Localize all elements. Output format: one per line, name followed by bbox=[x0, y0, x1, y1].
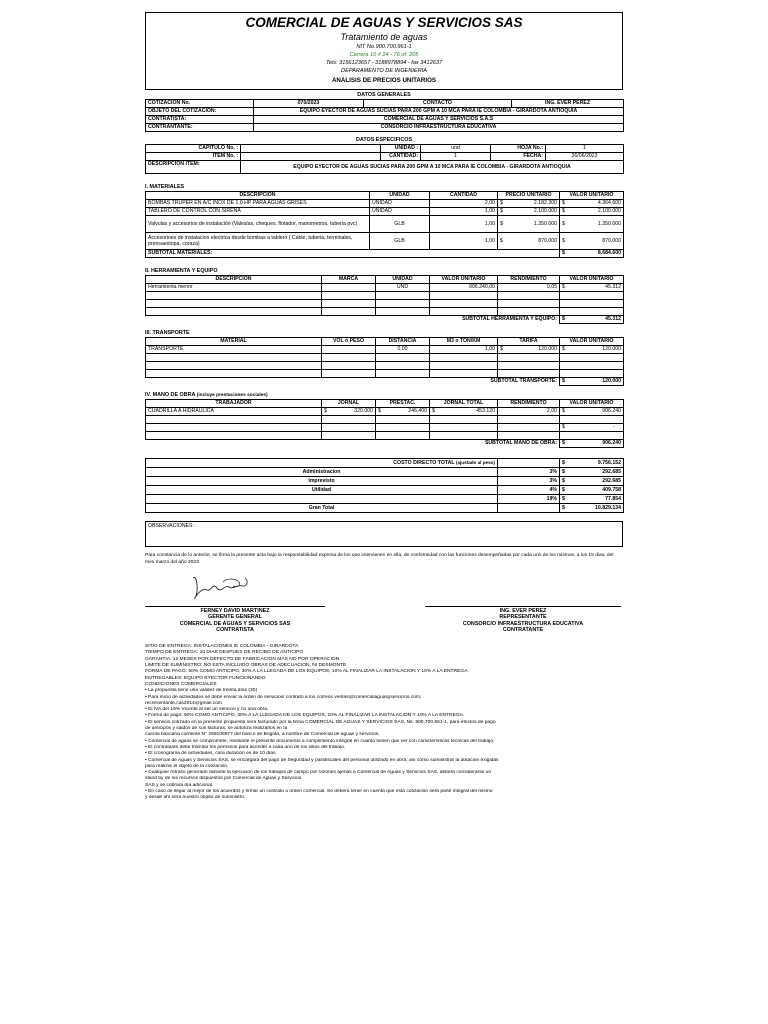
document-title: ANALISIS DE PRECIOS UNITARIOS bbox=[331, 77, 437, 84]
signatures bbox=[145, 570, 623, 640]
profit-label: Utilidad bbox=[146, 486, 498, 495]
materials-col-price: PRECIO UNITARIO bbox=[498, 192, 560, 200]
currency-sign: $ bbox=[500, 346, 503, 352]
materials-col-unit: UNIDAD bbox=[370, 192, 430, 200]
chapter-value bbox=[241, 145, 381, 153]
condition-line: • El cronograma de actividades, cura duración es de 10 días. bbox=[145, 751, 277, 757]
tools-col-value: VALOR UNITARIO bbox=[560, 276, 624, 284]
materials-col-qty: CANTIDAD bbox=[430, 192, 498, 200]
transport-vol bbox=[322, 346, 376, 354]
condition-line: para realizar el objeto de la cotización. bbox=[145, 763, 229, 769]
item-desc-value: EQUIPO EYECTOR DE AGUAS SUCIAS PARA 200 GPM A 10 MCA PARA IE COLOMBIA - GIRARDOTA ANTIOQUIA bbox=[241, 161, 624, 174]
currency-sign: $ bbox=[500, 200, 503, 206]
currency-sign: $ bbox=[562, 408, 565, 414]
general-data-table bbox=[145, 99, 624, 132]
transport-value bbox=[560, 346, 624, 354]
condition-line: stand by de los recursos dispuestos por Comercial de Aguas y Servicios bbox=[145, 776, 302, 782]
currency-sign: $ bbox=[562, 200, 565, 206]
labor-col-total: JORNAL TOTAL bbox=[430, 400, 498, 408]
vat-pct: 19% bbox=[498, 495, 560, 504]
tools-subtotal bbox=[560, 316, 624, 324]
currency-sign: $ bbox=[562, 424, 565, 430]
date-label: FECHA: bbox=[491, 153, 546, 161]
table-row bbox=[146, 432, 624, 440]
direct-cost-value: 9.756.152 bbox=[597, 459, 621, 466]
labor-title bbox=[145, 392, 623, 399]
material-unit: UNIDAD bbox=[370, 208, 430, 216]
material-qty: 2,00 bbox=[430, 200, 498, 208]
material-price bbox=[498, 216, 560, 233]
table-row bbox=[146, 416, 624, 424]
company-phones: Tels: 3156123657 - 3188978894 - fax 3412637 bbox=[325, 60, 443, 66]
currency-sign: $ bbox=[562, 477, 565, 484]
contractor-label: CONTRATISTA: bbox=[146, 116, 254, 124]
labor-total bbox=[430, 408, 498, 416]
table-row bbox=[146, 300, 624, 308]
currency-sign: $ bbox=[562, 284, 565, 290]
material-desc: TABLERO DE CONTROL CON SIRENA bbox=[146, 208, 370, 216]
grand-total bbox=[560, 504, 624, 513]
vat-value bbox=[560, 495, 624, 504]
tools-col-unit: UNIDAD bbox=[376, 276, 430, 284]
signature-scribble-icon bbox=[187, 572, 257, 604]
client-sign-role: REPRESENTANTE bbox=[499, 614, 547, 621]
tools-col-brand: MARCA bbox=[322, 276, 376, 284]
currency-sign: $ bbox=[500, 220, 503, 227]
statement-text: Para constancia de lo anterior, se firma la presente acta bajo la responsabilidad expresa de los que intervienen en ella, de conformidad con las funciones desempeñadas por cada uno de los mismos, a los 15 dias, del mes marzo del año 2023 bbox=[145, 553, 614, 565]
tools-subtotal-value: 45.312 bbox=[605, 316, 621, 322]
transport-table bbox=[145, 337, 624, 386]
contractor-value: COMERCIAL DE AGUAS Y SERVICIOS S.A.S bbox=[254, 116, 624, 124]
condition-line: SITIO DE ENTREGA: INSTALACIONES IE COLOMBIA - GIRARDOTA bbox=[145, 644, 299, 650]
quantity-label: CANTIDAD: bbox=[381, 153, 421, 161]
profit-pct: 4% bbox=[498, 486, 560, 495]
condition-line: TIEMPO DE ENTREGA: 10 DIAS DESPUES DE RECIBO DE ANTICIPO bbox=[145, 650, 304, 656]
table-row bbox=[146, 362, 624, 370]
currency-sign: $ bbox=[500, 237, 503, 244]
table-row bbox=[146, 200, 624, 208]
tools-col-desc: DESCRIPCION bbox=[146, 276, 322, 284]
labor-extra-amount: - bbox=[613, 424, 615, 430]
admin-amount: 292.685 bbox=[602, 468, 621, 475]
currency-sign: $ bbox=[562, 459, 565, 466]
currency-sign: $ bbox=[562, 495, 565, 502]
currency-sign: $ bbox=[562, 237, 565, 244]
client-label: CONTRANTANTE: bbox=[146, 124, 254, 132]
materials-col-value: VALOR UNITARIO bbox=[560, 192, 624, 200]
client-signature bbox=[425, 606, 621, 633]
company-address: Carrera 10 # 24 - 76 of. 205 bbox=[349, 52, 419, 58]
material-value-amount: 870.000 bbox=[602, 237, 621, 244]
labor-title-text: IV. MANO DE OBRA bbox=[145, 392, 196, 398]
observations-label: OBSERVACIONES : bbox=[148, 523, 196, 529]
materials-subtotal-label: SUBTOTAL MATERIALES: bbox=[146, 250, 560, 258]
document-header bbox=[145, 12, 623, 90]
tool-price: 906.240,00 bbox=[430, 284, 498, 292]
company-name: COMERCIAL DE AGUAS Y SERVICIOS SAS bbox=[245, 15, 523, 30]
admin-pct: 3% bbox=[498, 468, 560, 477]
tool-yield: 0,05 bbox=[498, 284, 560, 292]
direct-cost-note: (ajustado al peso) bbox=[455, 460, 495, 465]
admin-label: Administracion bbox=[146, 468, 498, 477]
transport-col-vol: VOL ó PESO bbox=[322, 338, 376, 346]
specific-data-table bbox=[145, 144, 624, 174]
condition-line: • Comercial de aguas se compromete, mediante el presente documento a cumplimiento integral en cuanto tienen que ver con características técnicas del trabajo. bbox=[145, 738, 495, 744]
labor-subtotal-label: SUBTOTAL MANO DE OBRA: bbox=[146, 440, 560, 448]
company-nit: NIT No.900.700.961-1 bbox=[356, 44, 412, 50]
grand-total-value: 10.829.134 bbox=[595, 504, 621, 511]
table-row bbox=[146, 216, 624, 233]
conditions-list bbox=[145, 644, 623, 801]
condition-line: • Forma de pago: 50% COMO ANTICIPO, 30% A LA LLEGADA DE LOS EQUIPOS, 10% AL FINALIZAR LA INSTALACION Y 10% A LA ENTREGA. bbox=[145, 713, 465, 719]
tools-title: II. HERRAMIENTA Y EQUIPO bbox=[145, 268, 218, 274]
labor-subtotal-value: 906.240 bbox=[602, 440, 621, 446]
materials-subtotal bbox=[560, 250, 624, 258]
condition-line: • El contratante debe tramitar los permisos para acceder a cada uno de los sitios del trabajo. bbox=[145, 744, 346, 750]
tools-table bbox=[145, 275, 624, 324]
direct-cost-label bbox=[146, 459, 498, 468]
date-value: 26/06/2023 bbox=[546, 153, 624, 161]
tools-col-yield: RENDIMIENTO bbox=[498, 276, 560, 284]
labor-col-wage: JORNAL bbox=[322, 400, 376, 408]
material-unit: UNIDAD bbox=[370, 200, 430, 208]
material-price-value: 2.100.000 bbox=[533, 208, 557, 214]
quantity-value: 1 bbox=[421, 153, 491, 161]
currency-sign: $ bbox=[562, 316, 565, 322]
object-label: OBJETO DEL COTIZACION: bbox=[146, 108, 254, 116]
currency-sign: $ bbox=[562, 468, 565, 475]
material-desc: BOMBAS TRUPER EN A/C INOX DE 1.0 HP PARA AGUAS GRISES bbox=[146, 200, 370, 208]
transport-col-m3: M3 o TON/KM bbox=[430, 338, 498, 346]
labor-wage-value: 320.000 bbox=[354, 408, 373, 414]
table-row bbox=[146, 346, 624, 354]
currency-sign: $ bbox=[324, 408, 327, 414]
condition-line: y desde ahí será nuestro objeto de suministro. bbox=[145, 795, 246, 801]
material-price-value: 1.350.000 bbox=[533, 220, 557, 227]
unforeseen-pct: 3% bbox=[498, 477, 560, 486]
currency-sign: $ bbox=[562, 208, 565, 214]
object-value: EQUIPO EYECTOR DE AGUAS SUCIAS PARA 200 GPM A 10 MCA PARA IE COLOMBIA - GIRARDOTA ANTIOQUIA bbox=[254, 108, 624, 116]
condition-line: • Comercial de Aguas y Servicios SAS, se encargara del pago de Seguridad y parafiscales del personal utilizado en obra, así como suministrar la dotación exigidas bbox=[145, 757, 499, 763]
transport-subtotal-label: SUBTOTAL TRANSPORTE: bbox=[146, 378, 560, 386]
material-value-amount: 2.100.000 bbox=[597, 208, 621, 214]
condition-line: LIMITE DE SUMINISTRO: NO ESTA INCLUIDO OBRAS DE ADECUACION, NI DESMONTE bbox=[145, 663, 347, 669]
labor-benefits bbox=[376, 408, 430, 416]
material-qty: 1,00 bbox=[430, 216, 498, 233]
currency-sign: $ bbox=[562, 378, 565, 384]
transport-material: TRANSPORTE bbox=[146, 346, 322, 354]
condition-line: recresentante.cas2014@gmail.com bbox=[145, 700, 223, 706]
table-row bbox=[146, 308, 624, 316]
transport-col-material: MATERIAL bbox=[146, 338, 322, 346]
contractor-sign-name: FERNEY DAVID MARTINEZ bbox=[200, 608, 270, 615]
profit-value bbox=[560, 486, 624, 495]
contractor-sign-role: GERENTE GENERAL bbox=[208, 614, 262, 621]
unit-label: UNIDAD : bbox=[381, 145, 421, 153]
material-desc: Valvulas y accesorios de instalación (Valvulas, cheques, flotador, manometros, tuberia pvc) bbox=[146, 216, 370, 233]
table-row bbox=[146, 292, 624, 300]
transport-title: III. TRANSPORTE bbox=[145, 330, 190, 336]
table-row bbox=[146, 370, 624, 378]
materials-subtotal-value: 8.684.600 bbox=[597, 250, 621, 256]
chapter-label: CAPITULO No. : bbox=[146, 145, 241, 153]
vat-label bbox=[146, 495, 498, 504]
condition-line: • El servicio cotizado en la presente propuesta será facturado por la firma COMERCIAL DE AGUAS Y SERVICIOS SAS, Nit. 900.700.961-1, para efectos de pago bbox=[145, 719, 496, 725]
labor-yield: 2,00 bbox=[498, 408, 560, 416]
currency-sign: $ bbox=[562, 486, 565, 493]
condition-line: • En caso de llegar al mejor de los acuerdos y firmar un contrato u orden comercial. Se deberá tener en cuenta que esta cotización será parte integral del mismo bbox=[145, 789, 493, 795]
labor-extra-value bbox=[560, 424, 624, 432]
condition-line: de anticipos y saldos de sus facturas, se autoriza realizarlos en la bbox=[145, 726, 288, 732]
department: DEPARAMENTO DE INGENIERIA bbox=[341, 68, 427, 74]
material-value bbox=[560, 233, 624, 250]
sheet-label: HOJA No.: bbox=[491, 145, 546, 153]
material-price-value: 2.182.300 bbox=[533, 200, 557, 206]
direct-cost bbox=[560, 459, 624, 468]
labor-subtotal bbox=[560, 440, 624, 448]
currency-sign: $ bbox=[562, 220, 565, 227]
material-price-value: 870.000 bbox=[538, 237, 557, 244]
observations-box bbox=[145, 521, 623, 547]
transport-subtotal bbox=[560, 378, 624, 386]
material-unit: GLB bbox=[370, 233, 430, 250]
transport-m3: 1,00 bbox=[430, 346, 498, 354]
transport-distance: 0,00 bbox=[376, 346, 430, 354]
material-desc: Accesorioes de instalacion electrica desde bombas a tablero ( Cable, tuberia, terminales, prensaestopa, coraza) bbox=[146, 233, 370, 250]
currency-sign: $ bbox=[562, 346, 565, 352]
quote-number: 070/2023 bbox=[254, 100, 364, 108]
direct-cost-label-text: COSTO DIRECTO TOTAL bbox=[393, 460, 455, 466]
vat-amount: 77.854 bbox=[605, 495, 621, 502]
quote-sheet bbox=[145, 12, 623, 802]
tool-unit: UND bbox=[376, 284, 430, 292]
profit-amount: 409.758 bbox=[602, 486, 621, 493]
contact-label: CONTACTO bbox=[364, 100, 512, 108]
condition-line: SAS y se cobrara día adicional. bbox=[145, 782, 214, 788]
tool-value-amount: 45.312 bbox=[605, 284, 621, 290]
labor-value-amount: 906.240 bbox=[602, 408, 621, 414]
material-value bbox=[560, 200, 624, 208]
labor-col-worker: TRABAJADOR bbox=[146, 400, 322, 408]
client-sign-name: ING. EVER PEREZ bbox=[499, 608, 547, 615]
unforeseen-label: Imprevisto bbox=[146, 477, 498, 486]
condition-line: • Cualquier retraso generado durante la ejecución de los trabajos de campo por razones ajenas a Comercial de Aguas y Servicios SAS, deberá considerarse un bbox=[145, 770, 492, 776]
condition-line: CONDICIONES COMERCIALES bbox=[145, 681, 217, 687]
material-qty: 1,00 bbox=[430, 208, 498, 216]
material-price bbox=[498, 233, 560, 250]
transport-col-rate: TARIFA bbox=[498, 338, 560, 346]
condition-line: • La propuesta tiene una validez de treinta días (30) bbox=[145, 688, 258, 694]
tool-desc: Herramienta menor bbox=[146, 284, 322, 292]
tools-subtotal-label: SUBTOTAL HERRAMIENTA Y EQUIPO: bbox=[146, 316, 560, 324]
unforeseen-value bbox=[560, 477, 624, 486]
unit-value: und bbox=[421, 145, 491, 153]
table-row bbox=[146, 424, 624, 432]
condition-line: • El IVA del 19% Vicente al ser un servicio y no una obra. bbox=[145, 707, 269, 713]
grand-total-label: Gran Total bbox=[146, 504, 498, 513]
contractor-signature bbox=[145, 606, 325, 633]
material-price bbox=[498, 200, 560, 208]
contact-name: ING. EVER PEREZ bbox=[512, 100, 624, 108]
item-desc-label: DESCRIPCION ITEM: bbox=[146, 161, 241, 174]
condition-line: ENTREGABLES: EQUIPO EYECTOR FUNCIONANDO bbox=[145, 675, 266, 681]
labor-total-value: 453.120 bbox=[476, 408, 495, 414]
transport-rate-value: 120.000 bbox=[538, 346, 557, 352]
currency-sign: $ bbox=[562, 440, 565, 446]
material-value bbox=[560, 216, 624, 233]
admin-value bbox=[560, 468, 624, 477]
item-label: ITEM No. : bbox=[146, 153, 241, 161]
unforeseen-amount: 292.685 bbox=[602, 477, 621, 484]
labor-col-value: VALOR UNITARIO bbox=[560, 400, 624, 408]
transport-rate bbox=[498, 346, 560, 354]
client-sign-company: CONSORCIO INFRAESTRUCTURA EDUCATIVA bbox=[462, 620, 584, 627]
specific-data-title: DATOS ESPECIFICOS bbox=[355, 137, 413, 143]
labor-benefits-value: 246.400 bbox=[408, 408, 427, 414]
currency-sign: $ bbox=[562, 250, 565, 256]
condition-line: cuenta bancaria corriente N° 259108977 del banco de Bogotá, a nombre de Comercial de aguas y servicios. bbox=[145, 732, 380, 738]
condition-line: GARANTIA: 12 MESES POR DEFECTO DE FABRICACION MAS NO POR OPERACIÓN bbox=[145, 656, 340, 662]
transport-subtotal-value: 120.000 bbox=[602, 378, 621, 384]
transport-col-distance: DISTANCIA bbox=[376, 338, 430, 346]
quote-label: COTIZACION No. bbox=[146, 100, 254, 108]
labor-wage bbox=[322, 408, 376, 416]
labor-title-note: (incluye prestaciones sociales) bbox=[196, 393, 268, 398]
table-row bbox=[146, 354, 624, 362]
material-value-amount: 4.364.600 bbox=[597, 200, 621, 206]
table-row bbox=[146, 208, 624, 216]
labor-col-yield: RENDIMIENTO bbox=[498, 400, 560, 408]
labor-col-benefits: PRESTAC. bbox=[376, 400, 430, 408]
labor-worker: CUADRILLA A HIDRAULICA bbox=[146, 408, 322, 416]
material-value-amount: 1.350.000 bbox=[597, 220, 621, 227]
tools-col-price: VALOR UNITARIO bbox=[430, 276, 498, 284]
materials-col-desc: DESCRIPCION bbox=[146, 192, 370, 200]
totals-table bbox=[145, 458, 624, 513]
client-value: CONSORCIO INFRAESTRUCTURA EDUCATIVA bbox=[254, 124, 624, 132]
labor-table bbox=[145, 399, 624, 448]
labor-value bbox=[560, 408, 624, 416]
transport-col-value: VALOR UNITARIO bbox=[560, 338, 624, 346]
currency-sign: $ bbox=[378, 408, 381, 414]
material-unit: GLB bbox=[370, 216, 430, 233]
contractor-sign-company: COMERCIAL DE AGUAS Y SERVICIOS SAS bbox=[179, 620, 291, 627]
condition-line: • Para inicio de actividades se debe enviar la orden de servicios/ contrato a los correos ventas@comercialaguasyservicios.com; bbox=[145, 694, 422, 700]
sheet-value: 1 bbox=[546, 145, 624, 153]
transport-value-amount: 120.000 bbox=[602, 346, 621, 352]
currency-sign: $ bbox=[500, 208, 503, 214]
tool-value bbox=[560, 284, 624, 292]
currency-sign: $ bbox=[562, 504, 565, 511]
tool-brand bbox=[322, 284, 376, 292]
table-row bbox=[146, 284, 624, 292]
general-data-title: DATOS GENERALES bbox=[357, 92, 411, 98]
materials-table bbox=[145, 191, 624, 258]
materials-title: I. MATERIALES bbox=[145, 184, 185, 190]
item-value bbox=[241, 153, 381, 161]
currency-sign: $ bbox=[432, 408, 435, 414]
contractor-sign-type: CONTRATISTA bbox=[216, 626, 254, 633]
company-subtitle: Tratamiento de aguas bbox=[340, 32, 428, 42]
table-row bbox=[146, 408, 624, 416]
table-row bbox=[146, 233, 624, 250]
material-price bbox=[498, 208, 560, 216]
material-value bbox=[560, 208, 624, 216]
client-sign-type: CONTRATANTE bbox=[502, 626, 544, 633]
condition-line: FORMA DE PAGO: 50% COMO ANTICIPO, 30% A LA LLEGADA DE LOS EQUIPOS, 10% AL FINALIZAR LA INSTALACION Y 10% A LA ENTREGA. bbox=[145, 669, 469, 675]
material-qty: 1,00 bbox=[430, 233, 498, 250]
